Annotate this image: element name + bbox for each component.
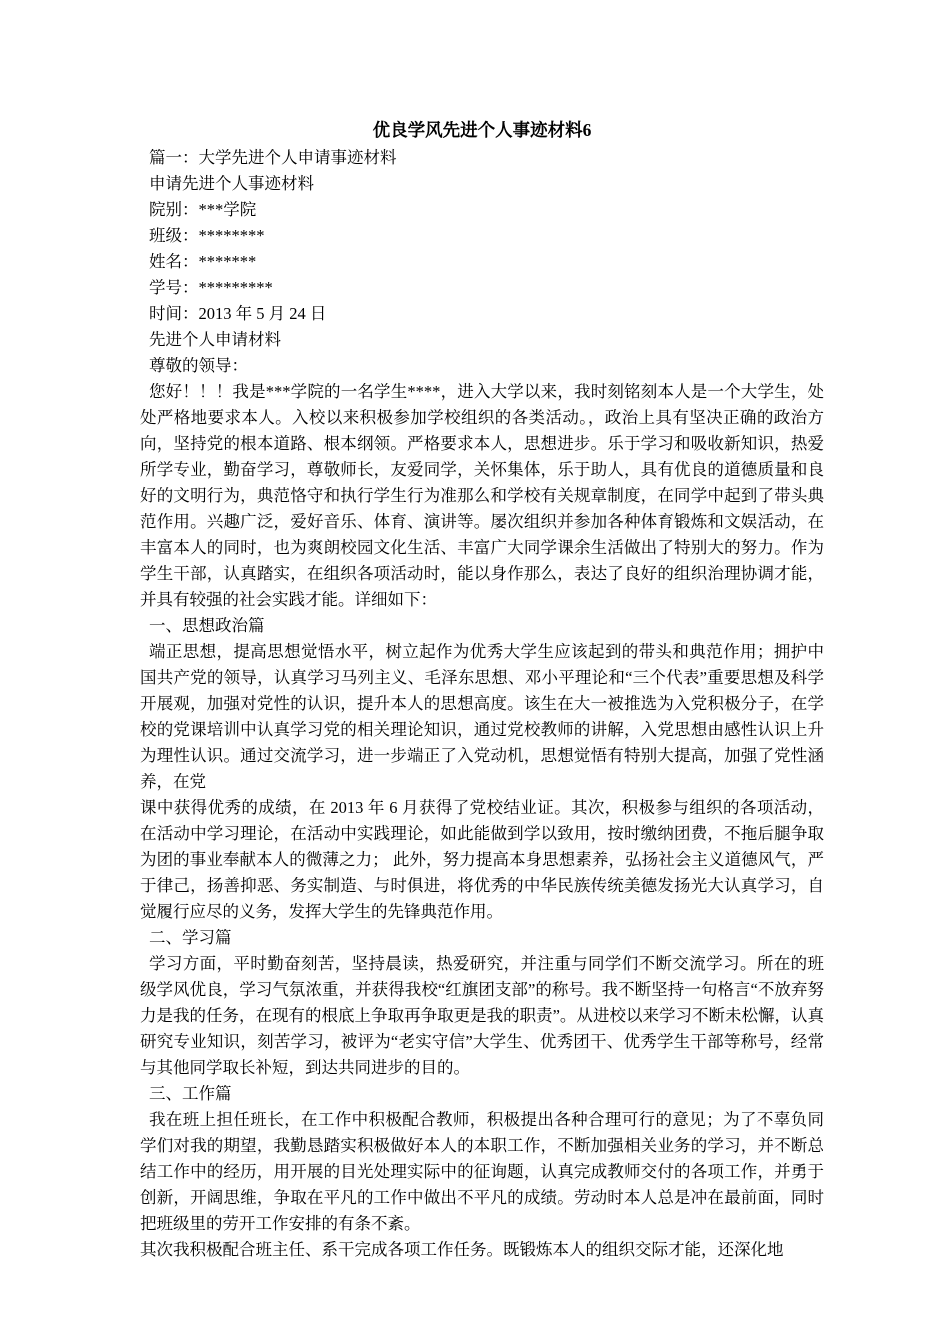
paragraph: 班级：******** xyxy=(149,226,265,245)
paragraph: 尊敬的领导： xyxy=(149,356,248,375)
paragraph: 院别：***学院 xyxy=(149,200,257,219)
paragraph: 姓名：******* xyxy=(149,252,257,271)
paragraph: 学习方面，平时勤奋刻苦，坚持晨读，热爱研究，并注重与同学们不断交流学习。所在的班级学风优良，学习气氛浓重，并获得我校“红旗团支部”的称号。我不断坚持一句格言“不放弃努力是我的任务，在现有的根底上争取再争取更是我的职责”。从进校以来学习不断未松懈，认真研究专业知识，刻苦学习，被评为“老实守信”大学生、优秀团干、优秀学生干部等称号，经常与其他同学取长补短，到达共同进步的目的。 xyxy=(140,954,824,1077)
document-title: 优良学风先进个人事迹材料6 xyxy=(372,120,592,140)
document-body xyxy=(140,145,824,1263)
paragraph: 端正思想，提高思想觉悟水平，树立起作为优秀大学生应该起到的带头和典范作用；拥护中国共产党的领导，认真学习马列主义、毛泽东思想、邓小平理论和“三个代表”重要思想及科学开展观，加强对党性的认识，提升本人的思想高度。该生在大一被推选为入党积极分子，在学校的党课培训中认真学习党的相关理论知识，通过党校教师的讲解，入党思想由感性认识上升为理性认识。通过交流学习，进一步端正了入党动机，思想觉悟有特别大提高，加强了党性涵养，在党 xyxy=(140,642,824,791)
paragraph: 一、思想政治篇 xyxy=(149,616,265,635)
paragraph: 您好！！！我是***学院的一名学生****，进入大学以来，我时刻铭刻本人是一个大学生，处处严格地要求本人。入校以来积极参加学校组织的各类活动。，政治上具有坚决正确的政治方向，坚持党的根本道路、根本纲领。严格要求本人，思想进步。乐于学习和吸收新知识，热爱所学专业，勤奋学习，尊敬师长，友爱同学，关怀集体，乐于助人，具有优良的道德质量和良好的文明行为，典范恪守和执行学生行为准那么和学校有关规章制度，在同学中起到了带头典范作用。兴趣广泛，爱好音乐、体育、演讲等。屡次组织并参加各种体育锻炼和文娱活动，在丰富本人的同时，也为爽朗校园文化生活、丰富广大同学课余生活做出了特别大的努力。作为学生干部，认真踏实，在组织各项活动时，能以身作那么，表达了良好的组织治理协调才能，并具有较强的社会实践才能。详细如下： xyxy=(140,382,824,609)
paragraph: 篇一：大学先进个人申请事迹材料 xyxy=(149,148,397,167)
paragraph: 其次我积极配合班主任、系干完成各项工作任务。既锻炼本人的组织交际才能，还深化地 xyxy=(140,1240,784,1259)
paragraph: 先进个人申请材料 xyxy=(149,330,281,349)
paragraph: 二、学习篇 xyxy=(149,928,232,947)
paragraph: 时间：2013 年 5 月 24 日 xyxy=(149,304,327,323)
paragraph: 我在班上担任班长，在工作中积极配合教师，积极提出各种合理可行的意见；为了不辜负同学们对我的期望，我勤恳踏实积极做好本人的本职工作，不断加强相关业务的学习，并不断总结工作中的经历，用开展的目光处理实际中的征询题，认真完成教师交付的各项工作，并勇于创新，开阔思维，争取在平凡的工作中做出不平凡的成绩。劳动时本人总是冲在最前面，同时把班级里的劳开工作安排的有条不紊。 xyxy=(140,1110,824,1233)
paragraph: 申请先进个人事迹材料 xyxy=(149,174,314,193)
paragraph: 三、工作篇 xyxy=(149,1084,232,1103)
paragraph: 课中获得优秀的成绩，在 2013 年 6 月获得了党校结业证。其次，积极参与组织的各项活动，在活动中学习理论，在活动中实践理论，如此能做到学以致用，按时缴纳团费，不拖后腿争取为团的事业奉献本人的微薄之力； 此外，努力提高本身思想素养，弘扬社会主义道德风气，严于律己，扬善抑恶、务实制造、与时俱进，将优秀的中华民族传统美德发扬光大认真学习，自觉履行应尽的义务，发挥大学生的先锋典范作用。 xyxy=(140,798,824,921)
paragraph: 学号：********* xyxy=(149,278,273,297)
